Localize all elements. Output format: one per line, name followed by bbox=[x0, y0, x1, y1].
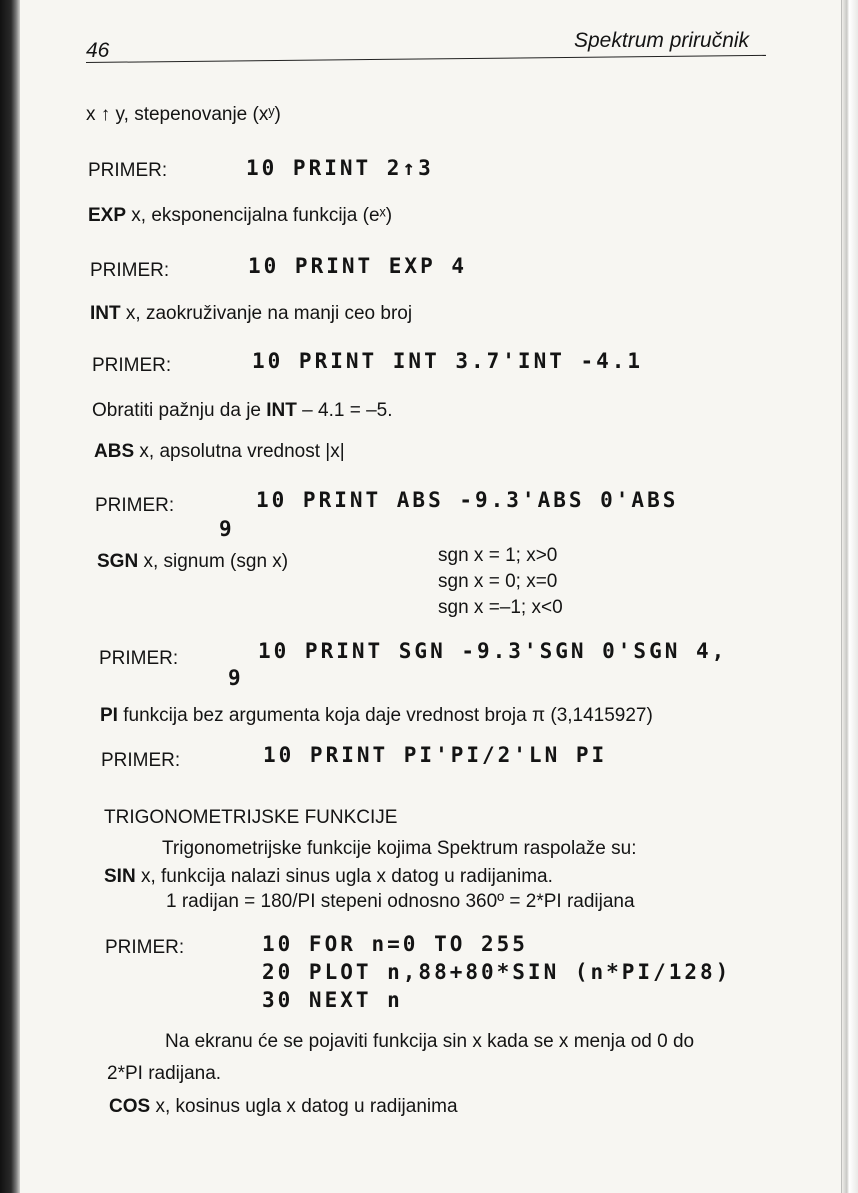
keyword: INT bbox=[90, 303, 121, 324]
sgn-definition: sgn x =–1; x<0 bbox=[438, 597, 563, 618]
keyword: EXP bbox=[88, 205, 127, 226]
keyword: INT bbox=[266, 400, 297, 421]
function-description bbox=[109, 1096, 458, 1118]
page-edge bbox=[841, 0, 858, 1193]
example-label: PRIMER: bbox=[95, 495, 175, 516]
text-line: Na ekranu će se pojaviti funkcija sin x kada se x menja od 0 do bbox=[165, 1031, 695, 1052]
code-example: 10 PRINT ABS -9.3'ABS 0'ABS bbox=[256, 488, 679, 512]
text-line: 1 radijan = 180/PI stepeni odnosno 360º = 2*PI radijana bbox=[166, 891, 635, 912]
code-line: 10 FOR n=0 TO 255 bbox=[262, 932, 528, 956]
example-label: PRIMER: bbox=[92, 355, 172, 376]
function-description bbox=[104, 866, 553, 888]
example-label: PRIMER: bbox=[99, 648, 179, 669]
code-example: 10 PRINT SGN -9.3'SGN 0'SGN 4, bbox=[258, 639, 728, 663]
code-continuation: 9 bbox=[219, 517, 235, 541]
function-description bbox=[94, 441, 345, 463]
keyword: COS bbox=[109, 1096, 151, 1117]
text-line: x ↑ y, stepenovanje (xʸ) bbox=[86, 104, 281, 125]
example-label: PRIMER: bbox=[90, 260, 170, 281]
code-example: 10 PRINT 2↑3 bbox=[246, 156, 434, 180]
example-label: PRIMER: bbox=[88, 160, 168, 181]
sgn-definition: sgn x = 1; x>0 bbox=[438, 545, 558, 566]
code-example: 10 PRINT INT 3.7'INT -4.1 bbox=[252, 349, 644, 373]
description: x, funkcija nalazi sinus ugla x datog u radijanima. bbox=[135, 866, 553, 887]
book-binding-shadow bbox=[0, 0, 20, 1193]
running-title: Spektrum priručnik bbox=[574, 29, 750, 52]
description: x, signum (sgn x) bbox=[138, 551, 289, 572]
keyword: ABS bbox=[94, 441, 135, 462]
description: x, kosinus ugla x datog u radijanima bbox=[150, 1096, 458, 1117]
code-example: 10 PRINT PI'PI/2'LN PI bbox=[263, 743, 608, 767]
code-line: 20 PLOT n,88+80*SIN (n*PI/128) bbox=[262, 960, 732, 984]
keyword: PI bbox=[100, 705, 118, 726]
section-heading: TRIGONOMETRIJSKE FUNKCIJE bbox=[104, 807, 398, 828]
keyword: SGN bbox=[97, 551, 139, 572]
text: – 4.1 = –5. bbox=[296, 400, 393, 421]
description: x, zaokruživanje na manji ceo broj bbox=[120, 303, 413, 324]
description: funkcija bez argumenta koja daje vrednost broja π (3,1415927) bbox=[117, 705, 653, 726]
code-example: 10 PRINT EXP 4 bbox=[248, 254, 468, 278]
page-number: 46 bbox=[86, 39, 110, 62]
header-rule bbox=[86, 55, 766, 63]
description: x, apsolutna vrednost |x| bbox=[134, 441, 345, 462]
text-line: Trigonometrijske funkcije kojima Spektrum raspolaže su: bbox=[162, 838, 637, 859]
description: x, eksponencijalna funkcija (eˣ) bbox=[126, 205, 393, 226]
text-line: 2*PI radijana. bbox=[107, 1063, 222, 1084]
keyword: SIN bbox=[104, 866, 136, 887]
text-line bbox=[92, 400, 392, 422]
code-line: 30 NEXT n bbox=[262, 988, 403, 1012]
function-description bbox=[90, 303, 412, 325]
sgn-definition: sgn x = 0; x=0 bbox=[438, 571, 558, 592]
text: Obratiti pažnju da je bbox=[92, 400, 267, 421]
code-continuation: 9 bbox=[228, 666, 244, 690]
function-description bbox=[100, 705, 653, 727]
example-label: PRIMER: bbox=[105, 937, 185, 958]
function-description bbox=[88, 205, 392, 227]
function-description bbox=[97, 551, 288, 573]
example-label: PRIMER: bbox=[101, 750, 181, 771]
